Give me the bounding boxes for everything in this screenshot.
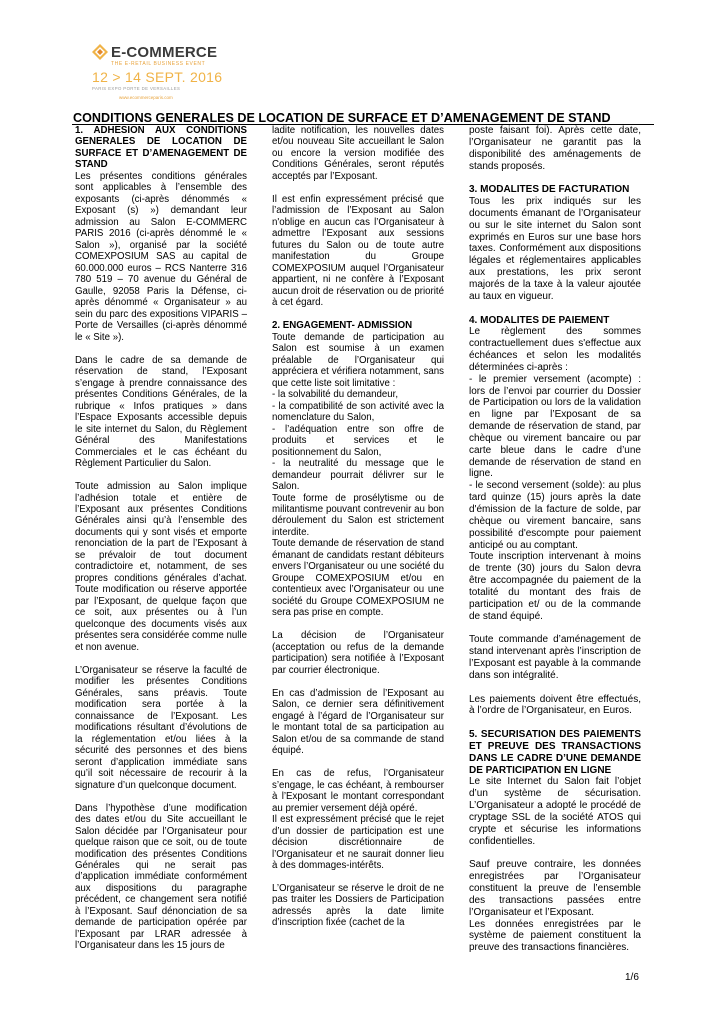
paragraph: L’Organisateur se réserve le droit de ne pas traiter les Dossiers de Participation adressés après la date limite d’inscription fixée (cachet de la (272, 882, 444, 929)
section-5-heading: 5. SECURISATION DES PAIEMENTS ET PREUVE DES TRANSACTIONS DANS LE CADRE D’UNE DEMANDE DE PARTICIPATION EN LIGNE (469, 729, 641, 776)
paragraph: Sauf preuve contraire, les données enregistrées par l’Organisateur constituent la preuve de l’ensemble des transactions passées entre l’Organisateur et l’Exposant. (469, 859, 641, 918)
paragraph: Il est expressément précisé que le rejet d’un dossier de participation est une décision discrétionnaire de l’Organisateur et ne saurait donner lieu à des dommages-intérêts. (272, 814, 444, 871)
paragraph: Le site Internet du Salon fait l’objet d’un système de sécurisation. L’Organisateur a adopté le procédé de cryptage SSL de la société ATOS qui crypte et sécurise les informations confidentielles. (469, 776, 641, 847)
list-item: - l’adéquation entre son offre de produits et services et le positionnement du Salon, (272, 423, 444, 458)
column-1 (75, 125, 247, 963)
paragraph: Le règlement des sommes contractuellement dues s'effectue aux échéances et selon les modalités déterminées ci-après : (469, 326, 641, 373)
column-2 (272, 125, 444, 940)
paragraph: ladite notification, les nouvelles dates et/ou nouveau Site accueillant le Salon ou encore la version modifiée des Conditions Générales, seront réputés acceptés par l’Exposant. (272, 125, 444, 182)
paragraph: Les paiements doivent être effectués, à l’ordre de l’Organisateur, en Euros. (469, 693, 641, 717)
column-3 (469, 125, 641, 966)
paragraph: Toute admission au Salon implique l’adhésion totale et entière de l’Exposant aux présentes Conditions Générales ainsi qu’à l’ensemble des documents qui y sont visés et emporte renonciation de la part de l’Exposant à se prévaloir de tout document contradictoire et, notamment, de ses propres conditions générales d’achat. Toute modification ou réserve apportée par l’Exposant, de quelque façon que ce soit, aux présentes ou à l’un quelconque des documents visés aux présentes sera considérée comme nulle et non avenue. (75, 481, 247, 653)
paragraph: Toute forme de prosélytisme ou de militantisme pouvant contrevenir au bon déroulement du Salon est strictement interdite. (272, 492, 444, 538)
list-item: - la compatibilité de son activité avec la nomenclature du Salon, (272, 400, 444, 424)
paragraph: Toute demande de participation au Salon est soumise à un examen préalable de l’Organisateur qui appréciera et vérifiera notamment, sans que cette liste soit limitative : (272, 331, 444, 389)
section-2-heading: 2. ENGAGEMENT- ADMISSION (272, 320, 413, 332)
paragraph: Dans l’hypothèse d’une modification des dates et/ou du Site accueillant le Salon décidée par l’Organisateur pour quelque raison que ce soit, ou de toute modification des présentes Conditions Générales qui ne serait pas d’application immédiate conformément aux dispositions du paragraphe précédent, ce changement sera notifié à l’Exposant. Sauf dénonciation de sa demande de participation opérée par l’Exposant par LRAR adressée à l’Organisateur dans les 15 jours de (75, 802, 247, 952)
paragraph: Toute commande d’aménagement de stand intervenant après l’inscription de l’Exposant est payable à la commande dans son intégralité. (469, 634, 641, 681)
paragraph: En cas d’admission de l’Exposant au Salon, ce dernier sera définitivement engagé à l’égard de l’Organisateur sur le montant total de sa participation au Salon et/ou de sa commande de stand équipé. (272, 687, 444, 757)
paragraph: Les présentes conditions générales sont applicables à l’ensemble des exposants (ci-après dénommés « Exposant (s) ») demandant leur admission au Salon E-COMMERC PARIS 2016 (ci-après dénommé le « Salon »), organisé par la société COMEXPOSIUM SAS au capital de 60.000.000 euros – RCS Nanterre 316 780 519 – 70 avenue du Général de Gaulle, 92058 Paris la Défense, ci-après dénommé « Organisateur » au sein du parc des expositions VIPARIS – Porte de Versailles (ci-après dénommé le « Site »). (75, 170, 247, 343)
logo-venue: PARIS EXPO PORTE DE VERSAILLES (92, 86, 181, 91)
logo-tagline: THE E-RETAIL BUSINESS EVENT (111, 61, 206, 67)
paragraph: En cas de refus, l’Organisateur s’engage, le cas échéant, à rembourser à l’Exposant le montant correspondant au premier versement déjà opéré. (272, 768, 444, 814)
criteria-list (272, 389, 444, 492)
paragraph: Toute inscription intervenant à moins de trente (30) jours du Salon devra être accompagnée du paiement de la totalité du montant des frais de participation et/ ou de la commande de stand équipé. (469, 551, 641, 622)
list-item: - la solvabilité du demandeur, (272, 389, 399, 401)
paragraph: - le second versement (solde): au plus tard quinze (15) jours après la date d'émission de la facture de solde, par chèque ou virement bancaire, sans possibilité d'escompte pour paiement anticipé ou au comptant. (469, 480, 641, 551)
paragraph: Il est enfin expressément précisé que l’admission de l’Exposant au Salon n'oblige en aucun cas l’Organisateur à admettre l’Exposant aux sessions futures du Salon ou de toute autre manifestation du Groupe COMEXPOSIUM auquel l’Organisateur appartient, ni ne confère à l’Exposant aucun droit de réservation ou de priorité à cet égard. (272, 193, 444, 309)
event-logo (92, 44, 222, 104)
logo-brand: E-COMMERCE (111, 44, 218, 61)
logo-dates: 12 > 14 SEPT. 2016 (92, 69, 223, 85)
paragraph: L’Organisateur se réserve la faculté de modifier les présentes Conditions Générales, sans préavis. Toute modification sera portée à la connaissance de l’Exposant. Les modifications résultant d’évolutions de la réglementation et/ou liées à la sécurité des personnes et des biens seront d’application immédiate sans qu’il soit nécessaire de recourir à la signature d’un quelconque document. (75, 664, 247, 791)
paragraph: poste faisant foi). Après cette date, l’Organisateur ne garantit pas la disponibilité des aménagements de stands proposés. (469, 125, 641, 172)
paragraph: Les données enregistrées par le système de paiement constituent la preuve des transactions financières. (469, 918, 641, 954)
list-item: - la neutralité du message que le demandeur pourrait délivrer sur le Salon. (272, 458, 444, 493)
page-number: 1/6 (625, 972, 639, 983)
diamond-logo-icon (92, 44, 108, 60)
paragraph: Dans le cadre de sa demande de réservation de stand, l’Exposant s’engage à prendre connaissance des présentes Conditions Générales, de la rubrique « Infos pratiques » dans l’Espace Exposants accessible depuis le site internet du Salon, du Règlement Général des Manifestations Commerciales et le cas échéant du Règlement Particulier du Salon. (75, 354, 247, 470)
section-4-heading: 4. MODALITES DE PAIEMENT (469, 314, 610, 326)
paragraph: Toute demande de réservation de stand émanant de candidats restant débiteurs envers l’Organisateur ou une société du Groupe COMEXPOSIUM et/ou en contentieux avec l’Organisateur ou une société du Groupe COMEXPOSIUM ne sera pas prise en compte. (272, 538, 444, 619)
section-1-heading: 1. ADHESION AUX CONDITIONS GENERALES DE LOCATION DE SURFACE ET D’AMENAGEMENT DE STAND (75, 125, 247, 171)
document-title: CONDITIONS GENERALES DE LOCATION DE SURFACE ET D’AMENAGEMENT DE STAND (73, 111, 611, 125)
paragraph: - le premier versement (acompte) : lors de l’envoi par courrier du Dossier de Participation ou lors de la validation en ligne par l’Exposant de sa demande de réservation de stand, par chèque ou virement bancaire ou par carte bleue dans le cadre d’une demande de réservation de stand en ligne. (469, 373, 641, 480)
section-3-heading: 3. MODALITES DE FACTURATION (469, 184, 630, 196)
paragraph: La décision de l’Organisateur (acceptation ou refus de la demande participation) sera notifiée à l’Exposant par courrier électronique. (272, 630, 444, 676)
paragraph: Tous les prix indiqués sur les documents émanant de l’Organisateur ou sur le site internet du Salon sont exprimés en Euros sur une base hors taxes. Conformément aux dispositions légales et réglementaires applicables aux prestations, les prix seront majorés de la taxe à la valeur ajoutée au taux en vigueur. (469, 196, 641, 302)
logo-website: www.ecommerceparis.com (119, 95, 173, 100)
